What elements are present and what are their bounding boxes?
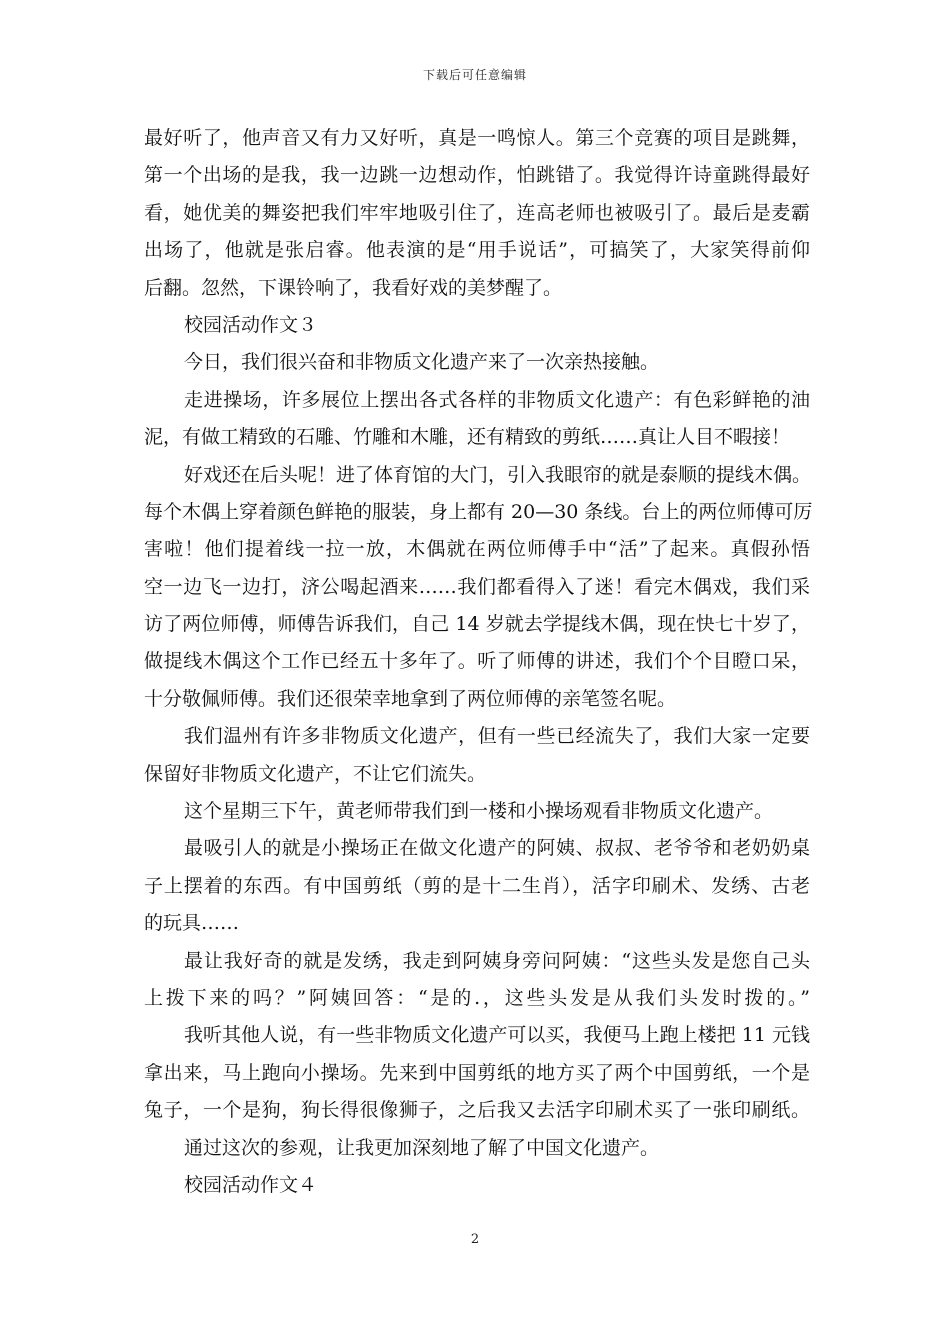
text-line: 做提线木偶这个工作已经五十多年了。听了师傅的讲述，我们个个目瞪口呆， [144,650,810,673]
text-line: 通过这次的参观，让我更加深刻地了解了中国文化遗产。 [184,1136,660,1159]
page-header: 下载后可任意编辑 [422,68,527,82]
text-line: 我们温州有许多非物质文化遗产，但有一些已经流失了，我们大家一定要 [184,725,810,748]
section-heading: 校园活动作文３ [184,313,318,336]
text-line: 走进操场，许多展位上摆出各式各样的非物质文化遗产：有色彩鲜艳的油 [184,388,810,411]
text-line: 拿出来，马上跑向小操场。先来到中国剪纸的地方买了两个中国剪纸，一个是 [144,1061,810,1084]
text-line: 泥，有做工精致的石雕、竹雕和木雕，还有精致的剪纸……真让人目不暇接！ [144,426,791,449]
text-line: 每个木偶上穿着颜色鲜艳的服装，身上都有 20—30 条线。台上的两位师傅可厉 [144,500,813,523]
text-line: 上拨下来的吗？”阿姨回答：“是的.，这些头发是从我们头发时拨的。” [144,986,810,1009]
text-line: 看，她优美的舞姿把我们牢牢地吸引住了，连高老师也被吸引了。最后是麦霸 [144,201,810,224]
text-line: 好戏还在后头呢！进了体育馆的大门，引入我眼帘的就是泰顺的提线木偶。 [184,463,812,486]
text-line: 出场了，他就是张启睿。他表演的是“用手说话”，可搞笑了，大家笑得前仰 [144,239,810,262]
page-number: 2 [470,1232,480,1247]
text-line: 第一个出场的是我，我一边跳一边想动作，怕跳错了。我觉得许诗童跳得最好 [144,164,810,187]
text-line: 害啦！他们提着线一拉一放，木偶就在两位师傅手中“活”了起来。真假孙悟 [144,538,810,561]
document-body [144,120,813,1204]
text-line: 子上摆着的东西。有中国剪纸（剪的是十二生肖），活字印刷术、发绣、古老 [144,874,810,897]
text-line: 保留好非物质文化遗产，不让它们流失。 [144,762,487,785]
text-line: 最吸引人的就是小操场正在做文化遗产的阿姨、叔叔、老爷爷和老奶奶桌 [184,837,810,860]
text-line: 最让我好奇的就是发绣，我走到阿姨身旁问阿姨：“这些头发是您自己头 [184,949,810,972]
text-line: 兔子，一个是狗，狗长得很像狮子，之后我又去活字印刷术买了一张印刷纸。 [144,1099,810,1122]
text-line: 今日，我们很兴奋和非物质文化遗产来了一次亲热接触。 [184,351,660,374]
text-line: 访了两位师傅，师傅告诉我们，自己 14 岁就去学提线木偶，现在快七十岁了， [144,613,810,636]
text-line: 我听其他人说，有一些非物质文化遗产可以买，我便马上跑上楼把 11 元钱 [184,1024,810,1047]
text-line: 后翻。忽然，下课铃响了，我看好戏的美梦醒了。 [144,276,563,299]
text-line: 空一边飞一边打，济公喝起酒来……我们都看得入了迷！看完木偶戏，我们采 [144,575,810,598]
text-line: 的玩具…… [144,912,240,935]
text-line: 最好听了，他声音又有力又好听，真是一鸣惊人。第三个竞赛的项目是跳舞， [144,127,810,149]
text-line: 这个星期三下午，黄老师带我们到一楼和小操场观看非物质文化遗产。 [184,800,774,823]
text-line: 十分敬佩师傅。我们还很荣幸地拿到了两位师傅的亲笔签名呢。 [144,687,677,710]
section-heading: 校园活动作文４ [184,1173,318,1196]
